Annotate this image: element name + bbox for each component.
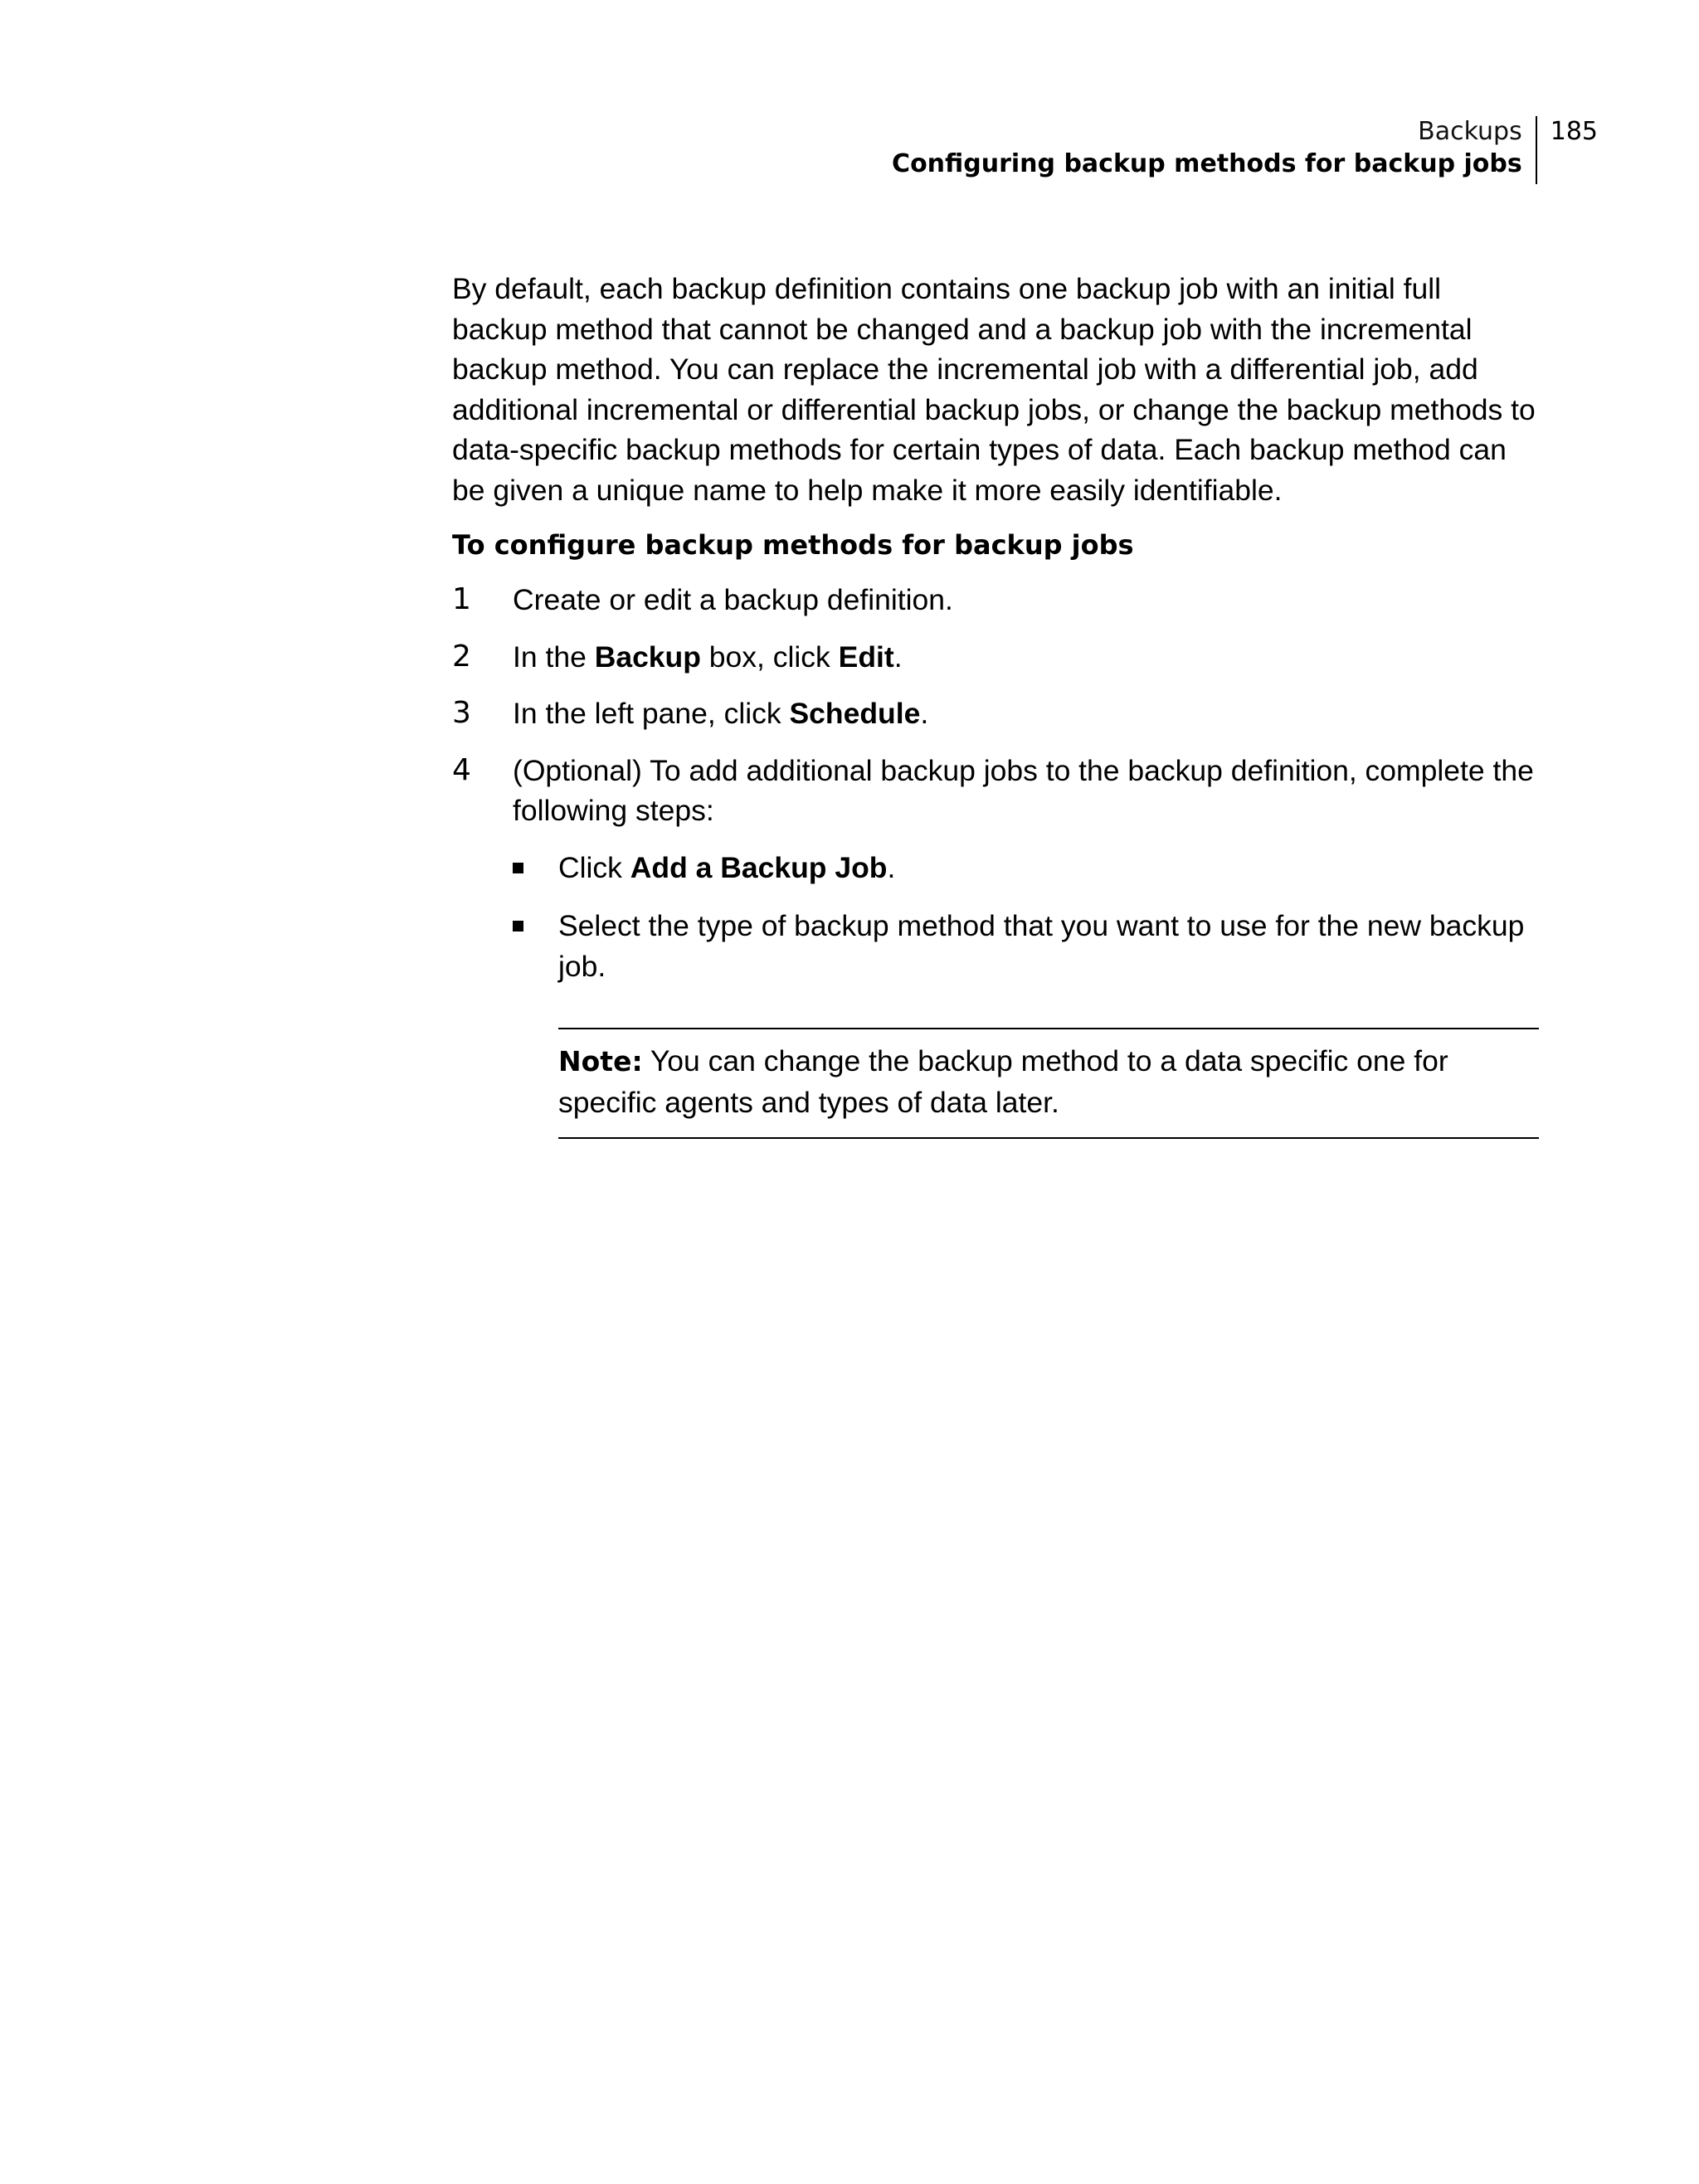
substep-1: [513, 848, 1539, 888]
procedure-heading: To configure backup methods for backup jobs: [452, 529, 1134, 561]
step-number: 2: [452, 639, 471, 674]
header-title: Configuring backup methods for backup jobs: [892, 149, 1522, 178]
step-2: [452, 637, 1539, 678]
page-header: [892, 116, 1598, 184]
step-text: Create or edit a backup definition.: [513, 583, 953, 616]
step-text: (Optional) To add additional backup jobs to the backup definition, complete the following steps:: [513, 753, 1534, 827]
square-bullet-icon: [513, 863, 523, 873]
substep-list: [513, 848, 1539, 987]
note-text: You can change the backup method to a data specific one for specific agents and types of data later.: [558, 1044, 1448, 1119]
step-text-mid: box, click: [700, 640, 839, 674]
square-bullet-icon: [513, 921, 523, 931]
page-number: 185: [1550, 117, 1598, 146]
ui-term-schedule: Schedule: [789, 697, 921, 730]
header-text: [892, 116, 1536, 181]
header-section: Backups: [1418, 117, 1522, 146]
note-label: Note:: [558, 1045, 643, 1077]
substep-text-pre: Click: [558, 850, 630, 884]
page-content: [452, 269, 1539, 1139]
step-number: 3: [452, 696, 471, 730]
substep-2: [513, 906, 1539, 986]
substep-text: Select the type of backup method that you want to use for the new backup job.: [558, 909, 1525, 983]
ui-term-backup: Backup: [594, 640, 701, 674]
step-number: 1: [452, 582, 471, 616]
ui-term-edit: Edit: [838, 640, 894, 674]
step-text-pre: In the left pane, click: [513, 697, 790, 730]
step-4: [452, 751, 1539, 831]
note-box: [558, 1028, 1539, 1139]
step-text-post: .: [920, 697, 929, 730]
step-1: [452, 580, 1539, 620]
intro-paragraph: By default, each backup definition contains one backup job with an initial full backup method that cannot be changed and a backup job with the incremental backup method. You can replace the incremental job with a differential job, add additional incremental or differential backup jobs, or change the backup methods to data-specific backup methods for certain types of data. Each backup method can be given a unique name to help make it more easily identifiable.: [452, 272, 1536, 507]
step-3: [452, 693, 1539, 734]
substep-text-post: .: [887, 850, 896, 884]
step-text-post: .: [893, 640, 903, 674]
step-text-pre: In the: [513, 640, 595, 674]
step-number: 4: [452, 752, 471, 787]
ui-term-add-backup-job: Add a Backup Job: [630, 850, 888, 884]
